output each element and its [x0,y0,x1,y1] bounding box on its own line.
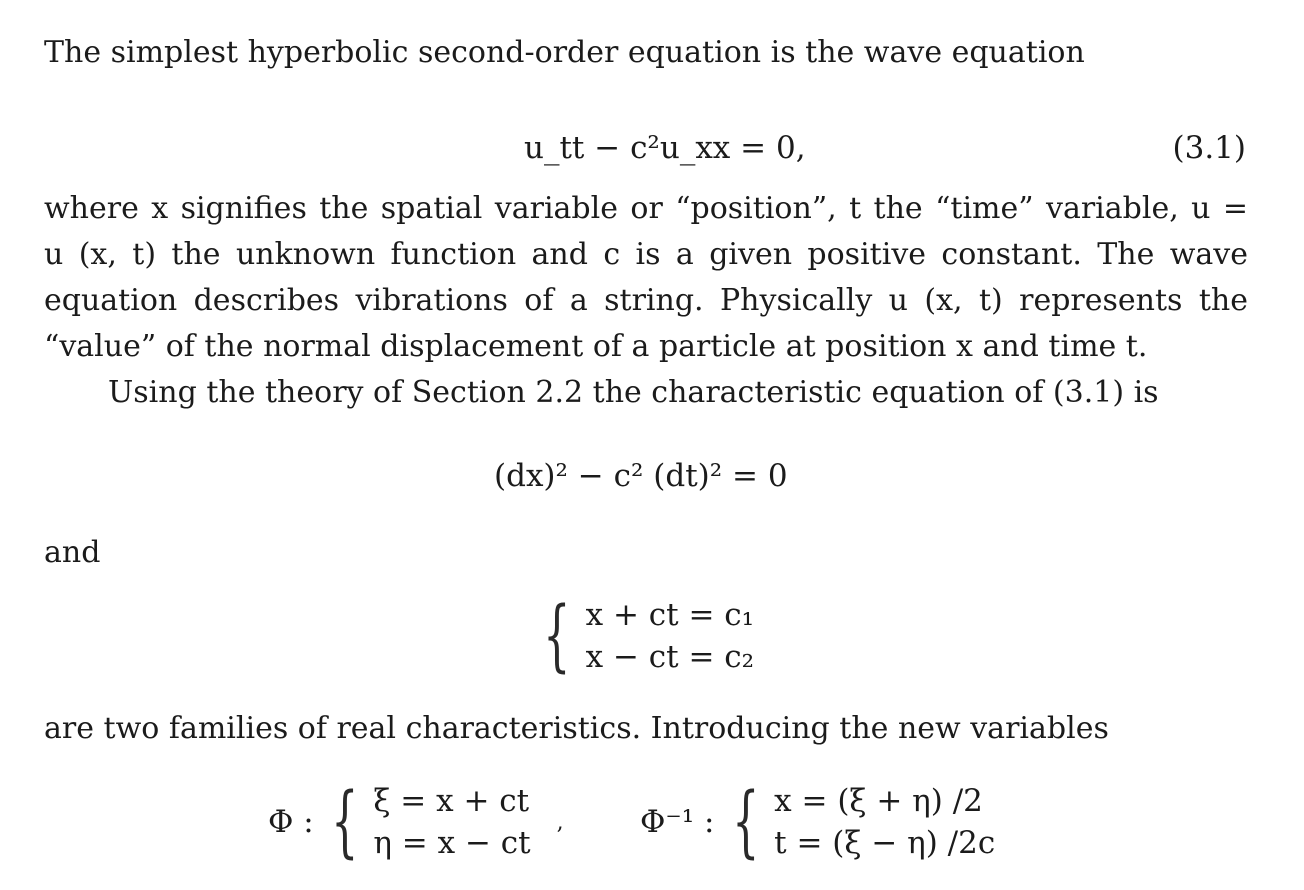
phi-line-2: η = x − ct [373,825,531,861]
phi-inverse-line-1: x = (ξ + η) /2 [774,783,983,819]
paragraph-intro: The simplest hyperbolic second-order equation is the wave equation [44,35,1085,70]
phi-inverse-mapping [640,777,996,867]
paragraph-and: and [44,535,101,570]
paragraph-line-4: “value” of the normal displacement of a particle at position x and time t. [44,329,1148,364]
left-brace: { [330,777,359,867]
paragraph-line-3: equation describes vibrations of a string. Physically u (x, t) represents the [44,283,1248,318]
system-line-1: x + ct = c₁ [585,597,755,633]
phi-mapping [268,777,564,867]
system-line-2: x − ct = c₂ [585,639,755,675]
paragraph-using: Using the theory of Section 2.2 the characteristic equation of (3.1) is [108,375,1159,410]
phi-label: Φ : [268,804,314,840]
left-brace: { [543,591,571,681]
phi-comma: , [556,809,564,835]
characteristic-equation: (dx)² − c² (dt)² = 0 [494,458,788,494]
paragraph-line-2: u (x, t) the unknown function and c is a given positive constant. The wave [44,237,1248,272]
phi-line-1: ξ = x + ct [373,783,530,819]
equation-number: (3.1) [1172,130,1246,166]
paragraph-families: are two families of real characteristics. Introducing the new variables [44,711,1109,746]
paragraph-line-1: where x signifies the spatial variable or “position”, t the “time” variable, u = [44,191,1248,226]
phi-inverse-label: Φ⁻¹ : [640,804,715,840]
characteristic-system [532,591,755,681]
phi-inverse-line-2: t = (ξ − η) /2c [774,825,996,861]
wave-equation: u_tt − c²u_xx = 0, [524,130,806,166]
left-brace: { [731,777,759,867]
